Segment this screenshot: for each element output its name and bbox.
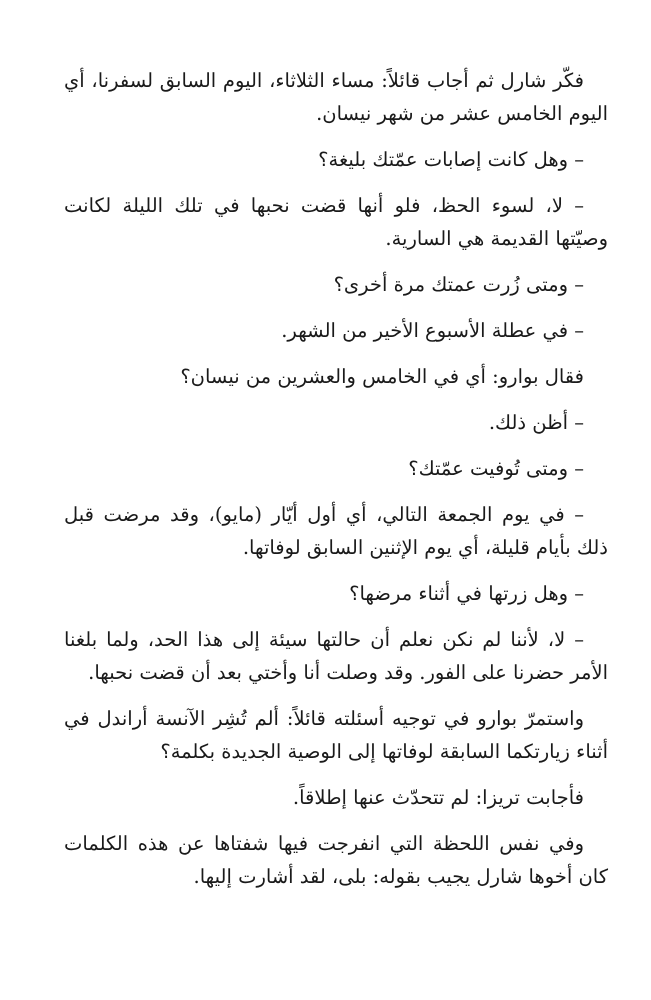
paragraph: واستمرّ بوارو في توجيه أسئلته قائلاً: ألم تُشِر الآنسة أراندل في أثناء زيارتكما السابقة لوفاتها إلى الوصية الجديدة بكلمة؟ (64, 707, 608, 763)
paragraph: – أظن ذلك. (488, 411, 584, 434)
paragraph: – ومتى زُرت عمتك مرة أخرى؟ (333, 273, 584, 296)
paragraph: فكّر شارل ثم أجاب قائلاً: مساء الثلاثاء، اليوم السابق لسفرنا، أي اليوم الخامس عشر من شهر نيسان. (64, 69, 608, 125)
paragraph: فقال بوارو: أي في الخامس والعشرين من نيسان؟ (180, 365, 584, 388)
paragraph: – ومتى تُوفيت عمّتك؟ (408, 457, 584, 480)
paragraph: – وهل زرتها في أثناء مرضها؟ (349, 582, 584, 605)
paragraph: وفي نفس اللحظة التي انفرجت فيها شفتاها عن هذه الكلمات كان أخوها شارل يجيب بقوله: بلى، لقد أشارت إليها. (64, 832, 608, 888)
paragraph: فأجابت تريزا: لم تتحدّث عنها إطلاقاً. (292, 786, 584, 809)
paragraph: – لا، لسوء الحظ، فلو أنها قضت نحبها في تلك الليلة لكانت وصيّتها القديمة هي السارية. (64, 194, 608, 250)
book-page (64, 64, 608, 906)
paragraph: – لا، لأننا لم نكن نعلم أن حالتها سيئة إلى هذا الحد، ولما بلغنا الأمر حضرنا على الفور. وقد وصلت أنا وأختي بعد أن قضت نحبها. (64, 628, 608, 684)
paragraph: – وهل كانت إصابات عمّتك بليغة؟ (318, 148, 584, 171)
paragraph: – في يوم الجمعة التالي، أي أول أيّار (مايو)، وقد مرضت قبل ذلك بأيام قليلة، أي يوم الإثنين السابق لوفاتها. (64, 503, 608, 559)
paragraph: – في عطلة الأسبوع الأخير من الشهر. (281, 319, 584, 342)
